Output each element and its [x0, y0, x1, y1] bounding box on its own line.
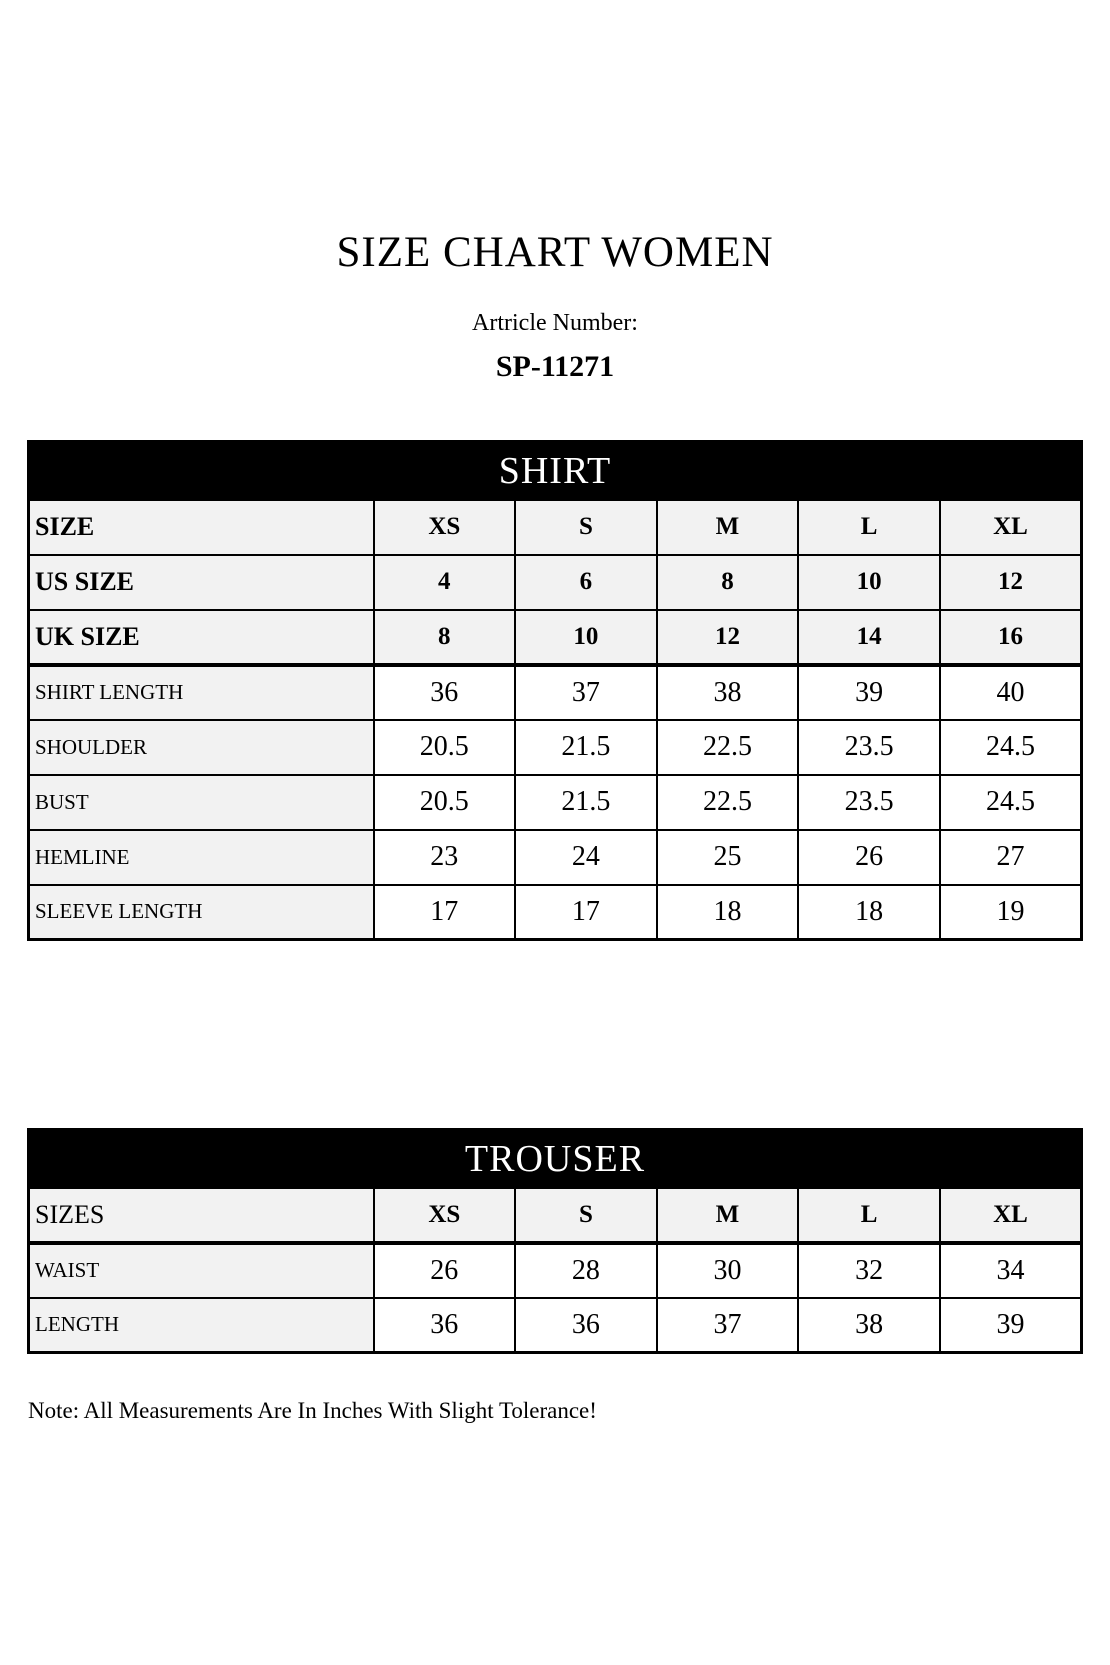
value-cell: 40: [940, 665, 1082, 720]
value-cell: 39: [798, 665, 940, 720]
value-cell: 23: [374, 830, 516, 885]
trouser-table-title-row: [29, 1130, 1082, 1188]
value-cell: XS: [374, 500, 516, 555]
value-cell: 18: [798, 885, 940, 940]
value-cell: 24.5: [940, 720, 1082, 775]
value-cell: XS: [374, 1188, 516, 1243]
row-label-cell: SIZE: [29, 500, 374, 555]
value-cell: M: [657, 500, 799, 555]
value-cell: 28: [515, 1243, 657, 1298]
value-cell: 25: [657, 830, 799, 885]
trouser-size-table: [27, 1128, 1083, 1354]
value-cell: 17: [515, 885, 657, 940]
value-cell: 12: [940, 555, 1082, 610]
table-row: [29, 555, 1082, 610]
table-row: [29, 775, 1082, 830]
value-cell: 38: [798, 1298, 940, 1353]
value-cell: 36: [515, 1298, 657, 1353]
table-row: [29, 885, 1082, 940]
row-label-cell: WAIST: [29, 1243, 374, 1298]
value-cell: 23.5: [798, 775, 940, 830]
trouser-table-title: TROUSER: [29, 1130, 1082, 1188]
table-row: [29, 665, 1082, 720]
value-cell: S: [515, 1188, 657, 1243]
value-cell: 21.5: [515, 720, 657, 775]
value-cell: 21.5: [515, 775, 657, 830]
row-label-cell: SIZES: [29, 1188, 374, 1243]
table-row: [29, 1188, 1082, 1243]
value-cell: 22.5: [657, 775, 799, 830]
value-cell: 4: [374, 555, 516, 610]
value-cell: 26: [374, 1243, 516, 1298]
shirt-size-section: [27, 440, 1083, 941]
value-cell: 10: [515, 610, 657, 665]
measurement-note: Note: All Measurements Are In Inches With Slight Tolerance!: [28, 1398, 597, 1423]
value-cell: L: [798, 500, 940, 555]
value-cell: 18: [657, 885, 799, 940]
value-cell: 36: [374, 665, 516, 720]
row-label-cell: SHOULDER: [29, 720, 374, 775]
page-title: SIZE CHART WOMEN: [336, 229, 774, 276]
value-cell: 12: [657, 610, 799, 665]
value-cell: 19: [940, 885, 1082, 940]
row-label-cell: BUST: [29, 775, 374, 830]
trouser-size-section: [27, 1128, 1083, 1354]
value-cell: 30: [657, 1243, 799, 1298]
table-row: [29, 720, 1082, 775]
value-cell: S: [515, 500, 657, 555]
value-cell: 37: [515, 665, 657, 720]
value-cell: 24.5: [940, 775, 1082, 830]
value-cell: XL: [940, 500, 1082, 555]
row-label-cell: US SIZE: [29, 555, 374, 610]
table-row: [29, 1298, 1082, 1353]
value-cell: 38: [657, 665, 799, 720]
shirt-table-title: SHIRT: [29, 442, 1082, 500]
table-row: [29, 500, 1082, 555]
row-label-cell: SHIRT LENGTH: [29, 665, 374, 720]
value-cell: 8: [657, 555, 799, 610]
row-label-cell: LENGTH: [29, 1298, 374, 1353]
value-cell: 20.5: [374, 775, 516, 830]
value-cell: 20.5: [374, 720, 516, 775]
value-cell: XL: [940, 1188, 1082, 1243]
value-cell: 23.5: [798, 720, 940, 775]
value-cell: 24: [515, 830, 657, 885]
value-cell: 6: [515, 555, 657, 610]
article-number-value: SP-11271: [495, 350, 615, 383]
shirt-table-title-row: [29, 442, 1082, 500]
row-label-cell: UK SIZE: [29, 610, 374, 665]
value-cell: 22.5: [657, 720, 799, 775]
value-cell: 36: [374, 1298, 516, 1353]
article-number-label: Artricle Number:: [472, 310, 638, 336]
value-cell: 34: [940, 1243, 1082, 1298]
row-label-cell: SLEEVE LENGTH: [29, 885, 374, 940]
table-row: [29, 830, 1082, 885]
value-cell: 14: [798, 610, 940, 665]
value-cell: L: [798, 1188, 940, 1243]
value-cell: 37: [657, 1298, 799, 1353]
value-cell: 32: [798, 1243, 940, 1298]
table-row: [29, 610, 1082, 665]
value-cell: 16: [940, 610, 1082, 665]
value-cell: 39: [940, 1298, 1082, 1353]
value-cell: M: [657, 1188, 799, 1243]
value-cell: 10: [798, 555, 940, 610]
value-cell: 27: [940, 830, 1082, 885]
row-label-cell: HEMLINE: [29, 830, 374, 885]
shirt-size-table: [27, 440, 1083, 941]
table-row: [29, 1243, 1082, 1298]
value-cell: 8: [374, 610, 516, 665]
value-cell: 17: [374, 885, 516, 940]
value-cell: 26: [798, 830, 940, 885]
